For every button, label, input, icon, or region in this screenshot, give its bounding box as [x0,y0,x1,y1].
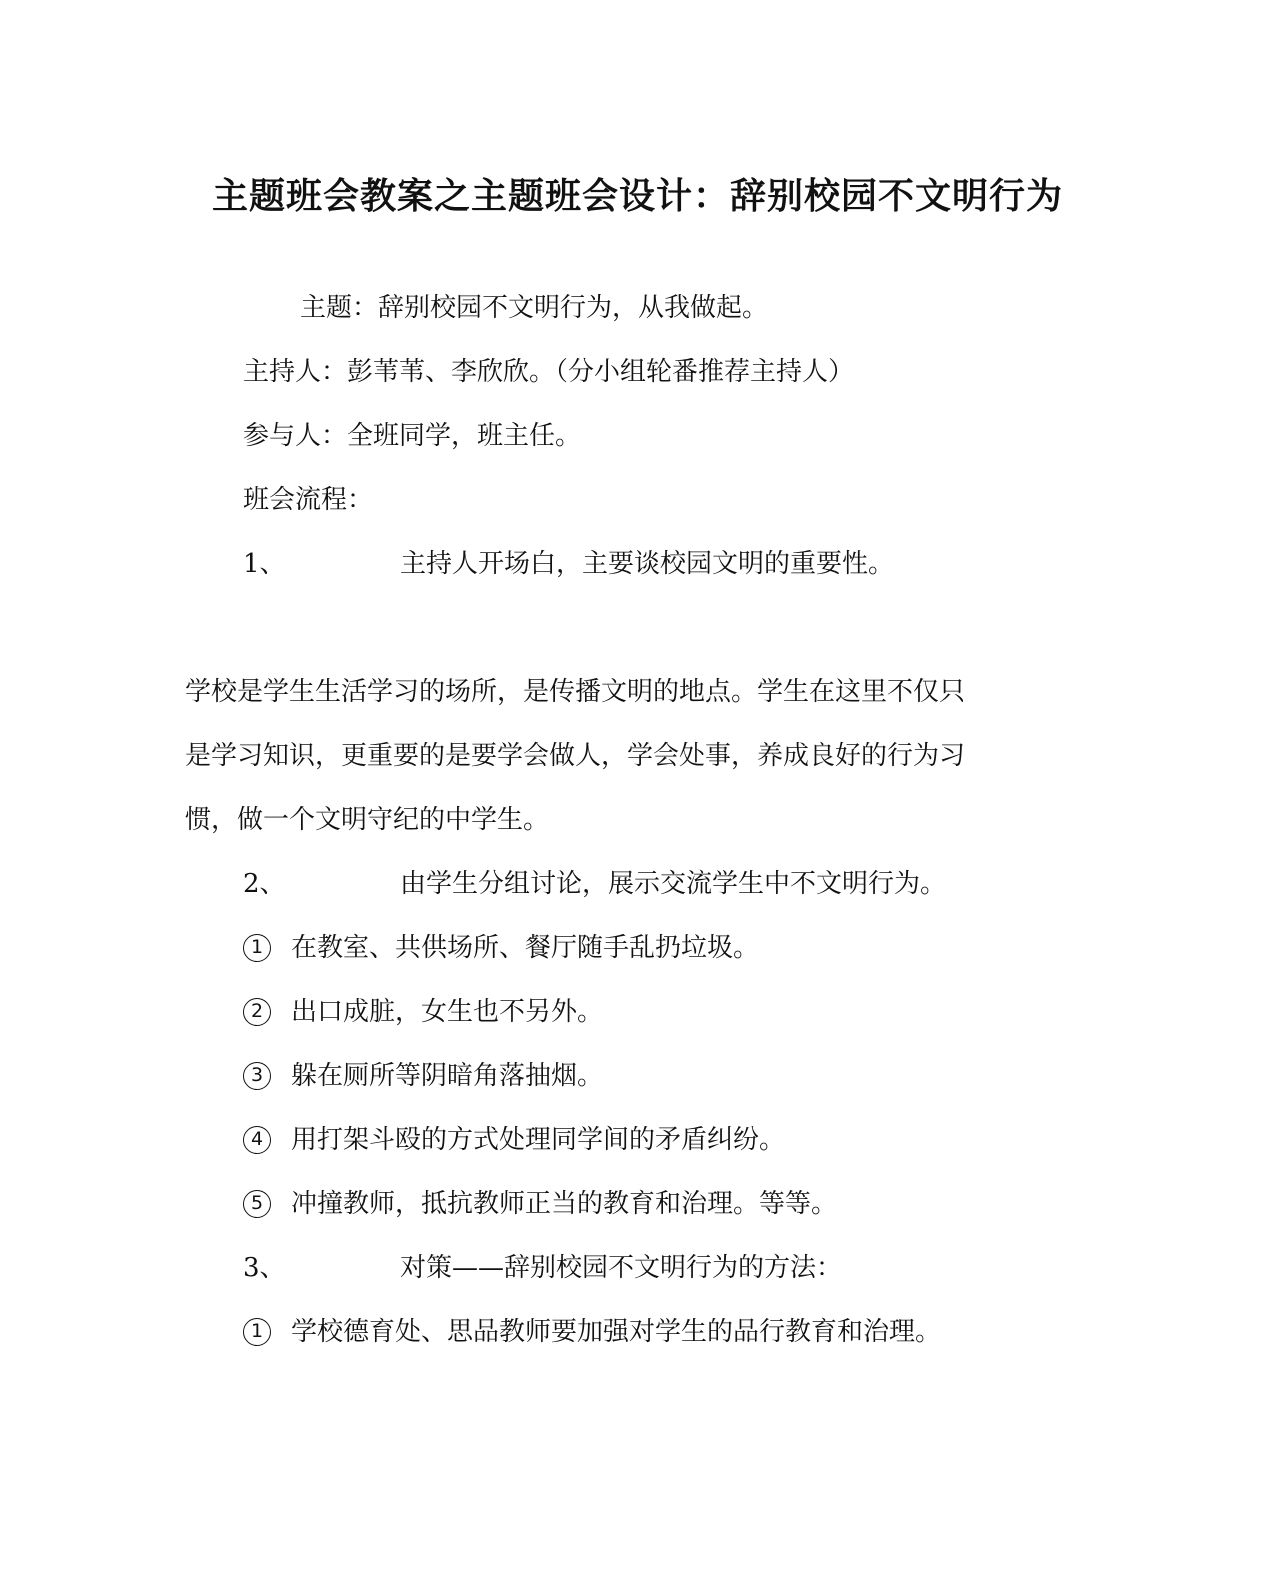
document-title: 主题班会教案之主题班会设计：辞别校园不文明行为 [211,175,1063,217]
list-item: 在教室、共供场所、餐厅随手乱扔垃圾。 [291,933,760,963]
list-item: 出口成脏，女生也不另外。 [291,997,604,1027]
circled-number-marker: 1 [243,934,271,962]
circled-number-marker: 1 [243,1318,271,1346]
circled-number-marker: 2 [243,998,271,1026]
circled-number-marker: 5 [243,1190,271,1218]
paragraph-line: 惯，做一个文明守纪的中学生。 [185,805,550,835]
process-heading: 班会流程： [243,485,374,515]
list-item: 冲撞教师，抵抗教师正当的教育和治理。等等。 [291,1189,838,1219]
list-item: 学校德育处、思品教师要加强对学生的品行教育和治理。 [291,1317,942,1347]
step-text: 主持人开场白，主要谈校园文明的重要性。 [400,549,895,579]
step-text: 对策——辞别校园不文明行为的方法： [400,1253,843,1283]
paragraph-line: 学校是学生生活学习的场所，是传播文明的地点。学生在这里不仅只 [185,677,966,707]
host-line: 主持人：彭苇苇、李欣欣。（分小组轮番推荐主持人） [243,357,855,387]
participants-line: 参与人：全班同学，班主任。 [243,421,582,451]
step-number: 2、 [243,869,286,899]
list-item: 用打架斗殴的方式处理同学间的矛盾纠纷。 [291,1125,786,1155]
circled-number-marker: 4 [243,1126,271,1154]
theme-line: 主题：辞别校园不文明行为，从我做起。 [300,293,769,323]
paragraph-line: 是学习知识，更重要的是要学会做人，学会处事，养成良好的行为习 [185,741,966,771]
list-item: 躲在厕所等阴暗角落抽烟。 [291,1061,604,1091]
step-number: 1、 [243,549,286,579]
step-text: 由学生分组讨论，展示交流学生中不文明行为。 [400,869,947,899]
circled-number-marker: 3 [243,1062,271,1090]
step-number: 3、 [243,1253,286,1283]
